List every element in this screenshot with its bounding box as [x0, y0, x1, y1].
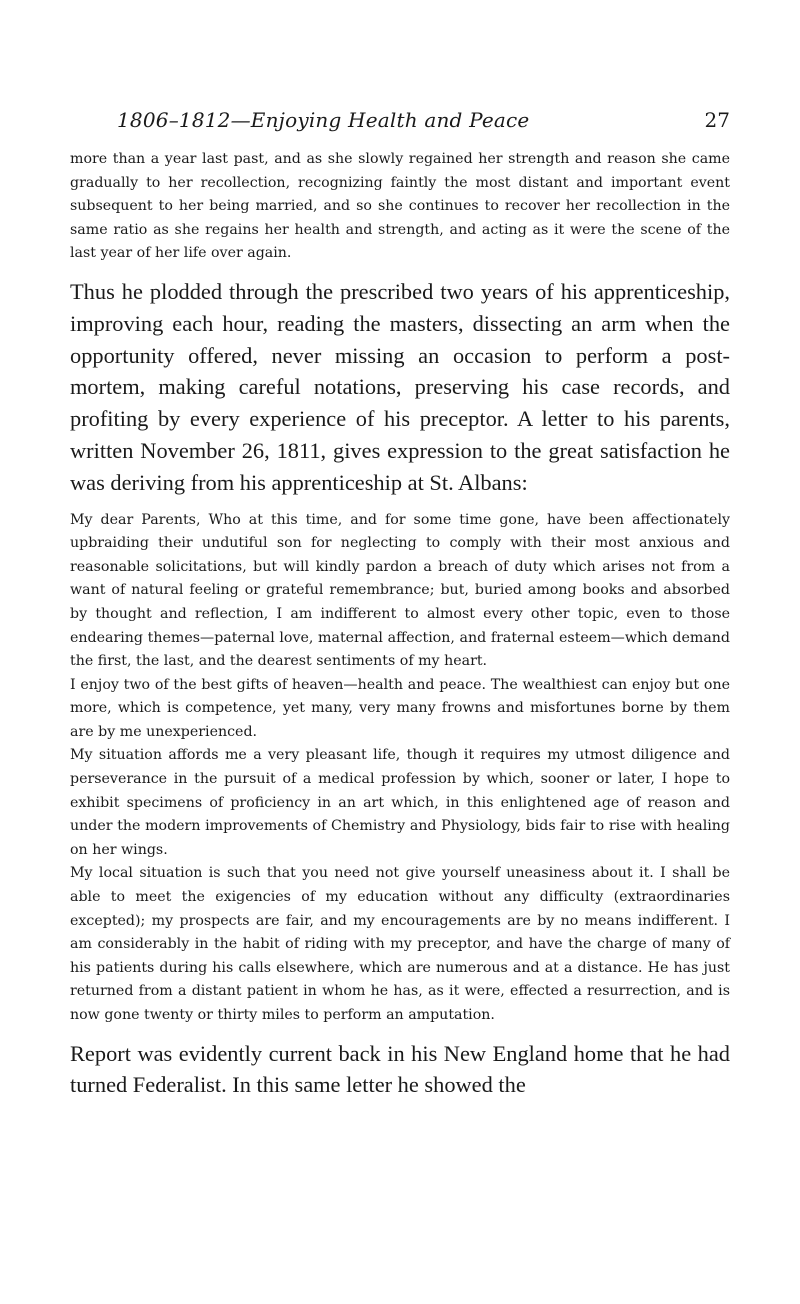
page-number: 27: [704, 108, 730, 132]
letter-quote: [70, 509, 730, 1028]
running-head: [70, 108, 730, 148]
paragraph-continued-quote: more than a year last past, and as she slowly regained her strength and reason she came gradually to her recollection, recognizing faintly the most distant and important event subsequent to her being married, and so she continues to recover her recollection in the same ratio as she regains her health and strength, and acting as it were the scene of the last year of her life over again.: [70, 151, 730, 262]
letter-paragraph-4: My local situation is such that you need not give yourself uneasiness about it. I shall be able to meet the exigencies of my education without any difficulty (extraordinaries excepted); my prospects are fair, and my encouragements are by no means indifferent. I am considerably in the habit of riding with my preceptor, and have the charge of many of his patients during his calls elsewhere, which are numerous and at a distance. He has just returned from a distant patient in whom he has, as it were, effected a resurrection, and is now gone twenty or thirty miles to perform an amputation.: [70, 865, 730, 1024]
book-page: [70, 108, 730, 1101]
running-title: 1806–1812—Enjoying Health and Peace: [117, 108, 530, 132]
letter-paragraph-2: I enjoy two of the best gifts of heaven—health and peace. The wealthiest can enjoy but one more, which is competence, yet many, very many frowns and misfortunes borne by them are by me unexperienced.: [70, 676, 730, 740]
letter-paragraph-3: My situation affords me a very pleasant life, though it requires my utmost diligence and perseverance in the pursuit of a medical profession by which, sooner or later, I hope to exhibit specimens of proficiency in an art which, in this enlightened age of reason and under the modern improvements of Chemistry and Physiology, bids fair to rise with healing on her wings.: [70, 747, 730, 858]
paragraph-apprenticeship: Thus he plodded through the prescribed two years of his apprenticeship, improving each hour, reading the masters, dissecting an arm when the opportunity offered, never missing an occasion to perform a post-mortem, making careful notations, preserving his case records, and profiting by every experience of his preceptor. A letter to his parents, written November 26, 1811, gives expression to the great satisfaction he was deriving from his apprenticeship at St. Albans:: [70, 278, 730, 495]
letter-paragraph-1: My dear Parents, Who at this time, and for some time gone, have been affectionately upbraiding their undutiful son for neglecting to comply with their most anxious and reasonable solicitations, but will kindly pardon a breach of duty which arises not from a want of natural feeling or grateful remembrance; but, buried among books and absorbed by thought and reflection, I am indifferent to almost every other topic, even to those endearing themes—paternal love, maternal affection, and fraternal esteem—which demand the first, the last, and the dearest sentiments of my heart.: [70, 511, 730, 670]
paragraph-federalist: Report was evidently current back in his New England home that he had turned Federalist. In this same letter he showed the: [70, 1040, 730, 1098]
